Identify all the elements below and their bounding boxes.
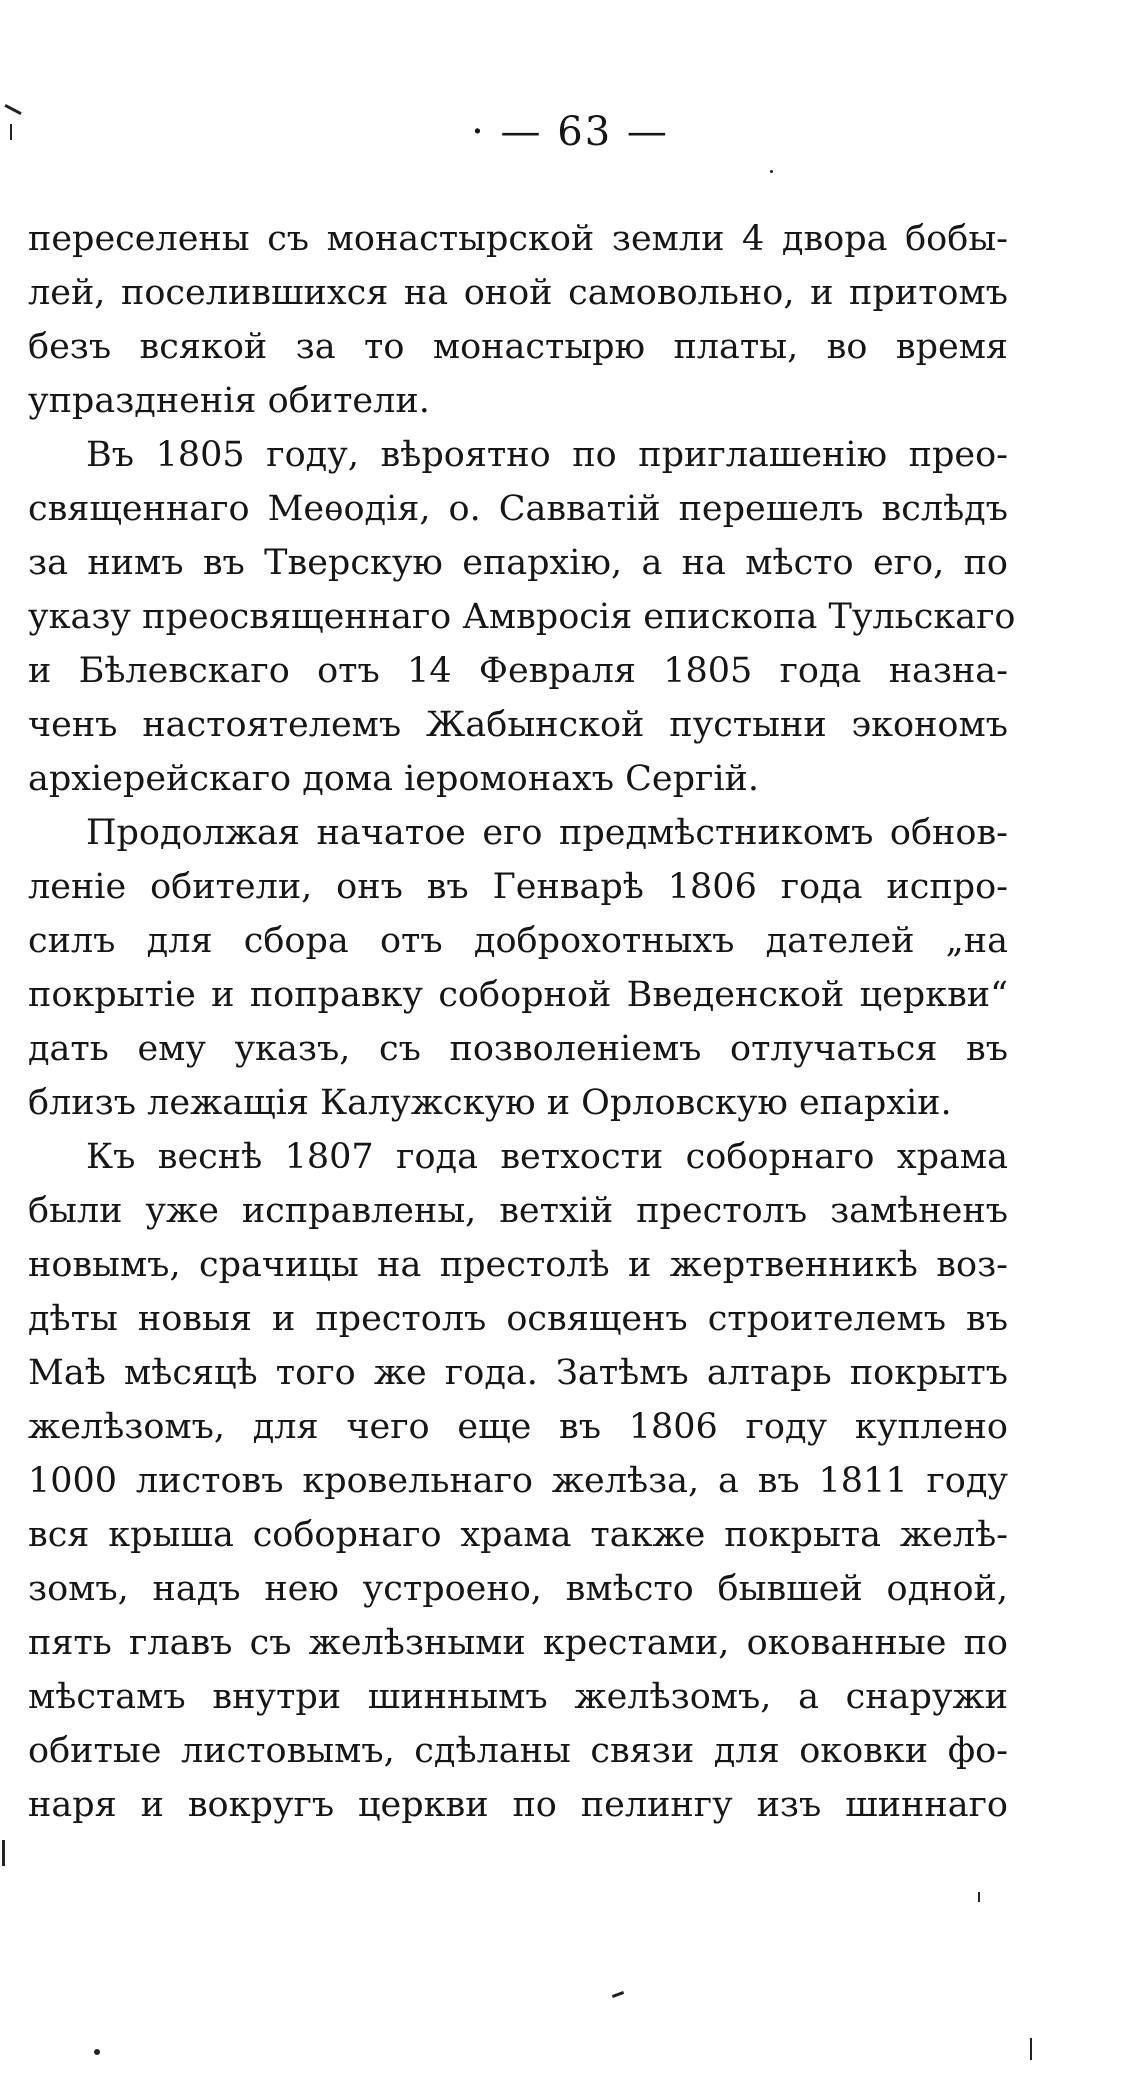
text-line: зомъ, надъ нею устроено, вмѣсто бывшей одной, [28,1569,1008,1609]
text-line: близъ лежащія Калужскую и Орловскую епархіи. [28,1083,952,1123]
text-line: леніе обители, онъ въ Генварѣ 1806 года испро- [28,867,1008,907]
text-line: ченъ настоятелемъ Жабынской пустыни экономъ [28,705,1008,745]
text-line: указу преосвященнаго Амвросія епископа Тульскаго [28,597,1016,637]
text-line: и Бѣлевскаго отъ 14 Февраля 1805 года назна- [28,651,1008,691]
text-line: покрытіе и поправку соборной Введенской церкви“ [28,975,1008,1015]
text-line: упраздненія обители. [28,381,430,421]
text-line: за нимъ въ Тверскую епархію, а на мѣсто его, по [28,543,1008,583]
text-line: лей, поселившихся на оной самовольно, и притомъ [28,273,1008,313]
text-line: обитые листовымъ, сдѣланы связи для оковки фо- [28,1731,1008,1771]
text-line: желѣзомъ, для чего еще въ 1806 году куплено [28,1407,1008,1447]
text-line: дать ему указъ, съ позволеніемъ отлучаться въ [28,1029,1008,1069]
page-number: · — 63 — [471,109,669,155]
text-line: были уже исправлены, ветхій престолъ замѣненъ [28,1191,1008,1231]
margin-smudge [94,2049,100,2055]
text-line: силъ для сбора отъ доброхотныхъ дателей „на [28,921,1008,961]
text-line: безъ всякой за то монастырю платы, во время [28,327,1008,367]
margin-smudge [2,1840,5,1866]
margin-smudge [770,170,773,173]
paragraph-start-line: Продолжая начатое его предмѣстникомъ обнов- [86,813,1008,853]
paragraph-start-line: Въ 1805 году, вѣроятно по приглашенію прео- [86,435,1008,475]
margin-smudge [1030,2038,1032,2060]
text-line: пять главъ съ желѣзными крестами, окованные по [28,1623,1008,1663]
margin-smudge [978,1892,980,1902]
text-line: архіерейскаго дома іеромонахъ Сергій. [28,759,759,799]
paragraph-start-line: Къ веснѣ 1807 года ветхости соборнаго храма [86,1137,1008,1177]
text-line: 1000 листовъ кровельнаго желѣза, а въ 1811 году [28,1461,1008,1501]
text-line: Маѣ мѣсяцѣ того же года. Затѣмъ алтарь покрытъ [28,1353,1008,1393]
text-line: священнаго Меѳодія, о. Савватій перешелъ вслѣдъ [28,489,1008,529]
text-line: новымъ, срачицы на престолѣ и жертвенникѣ воз- [28,1245,1008,1285]
text-line: вся крыша соборнаго храма также покрыта желѣ- [28,1515,1008,1555]
text-line: переселены съ монастырской земли 4 двора бобы- [28,219,1008,259]
text-line: мѣстамъ внутри шиннымъ желѣзомъ, а снаружи [28,1677,1008,1717]
text-line: дѣты новыя и престолъ освященъ строителемъ въ [28,1299,1008,1339]
text-line: наря и вокругъ церкви по пелингу изъ шиннаго [28,1785,1008,1825]
margin-smudge [612,1991,624,1998]
body-text [28,212,1016,1832]
